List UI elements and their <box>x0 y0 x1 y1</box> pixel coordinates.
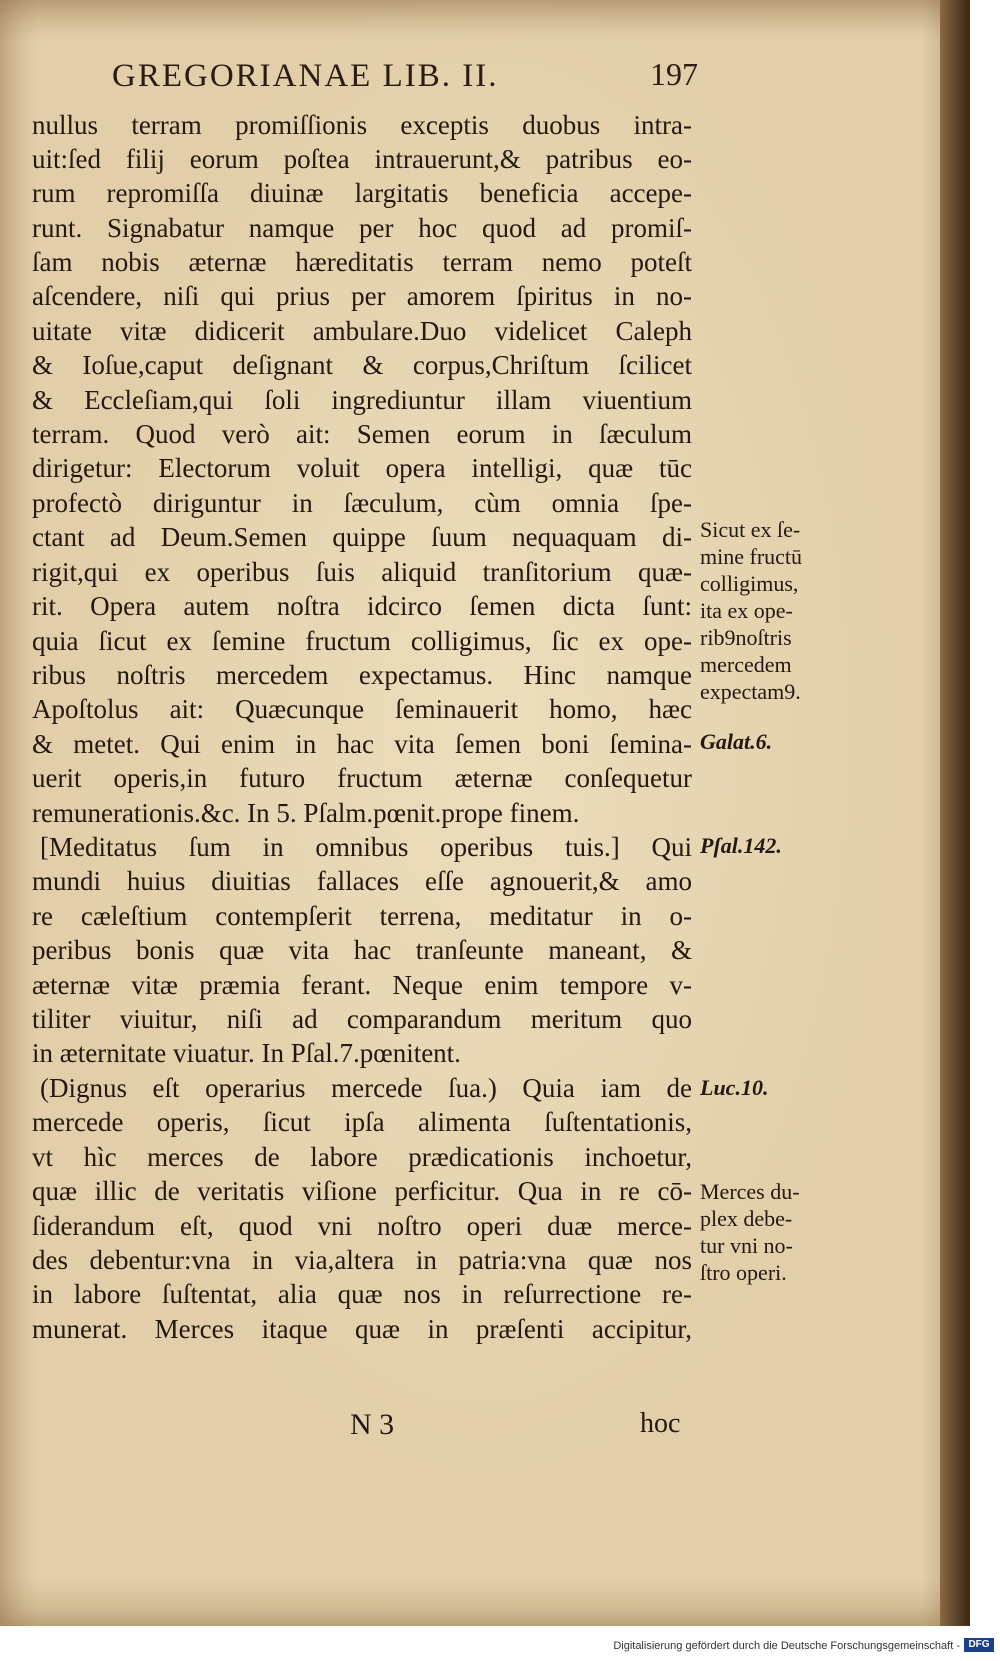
text-line: profectò diriguntur in ſæculum, cùm omnia ſpe- <box>32 488 692 518</box>
text-line: Apoſtolus ait: Quæcunque ſeminauerit homo, hæc <box>32 694 692 724</box>
text-line: ribus noſtris mercedem expectamus. Hinc namque <box>32 660 692 690</box>
text-line: & Eccleſiam,qui ſoli ingrediuntur illam viuentium <box>32 385 692 415</box>
text-line: & Ioſue,caput deſignant & corpus,Chriſtum ſcilicet <box>32 350 692 380</box>
text-line: munerat. Merces itaque quæ in præſenti accipitur, <box>32 1314 692 1344</box>
margin-ref-galat <box>700 728 850 755</box>
dfg-logo: DFG <box>964 1638 994 1652</box>
margin-note-sicut <box>700 516 850 705</box>
note-line: plex debe- <box>700 1206 793 1231</box>
note-ref: Pſal.142. <box>700 833 782 858</box>
running-head <box>0 52 698 102</box>
margin-note-merces <box>700 1178 850 1286</box>
text-line: aſcendere, niſi qui prius per amorem ſpiritus in no- <box>32 281 692 311</box>
text-line: nullus terram promiſſionis exceptis duobus intra- <box>32 110 692 140</box>
text-line: mercede operis, ſicut ipſa alimenta ſuſtentationis, <box>32 1107 692 1137</box>
text-line: ſam nobis æternæ hæreditatis terram nemo poteſt <box>32 247 692 277</box>
note-line: rib9noſtris <box>700 625 792 650</box>
text-line: des debentur:vna in via,altera in patria:vna quæ nos <box>32 1245 692 1275</box>
note-line: tur vni no- <box>700 1233 793 1258</box>
note-ref: Luc.10. <box>700 1075 769 1100</box>
signature-mark: N 3 <box>350 1408 395 1441</box>
page-number: 197 <box>650 56 698 92</box>
margin-ref-luc <box>700 1074 850 1101</box>
running-head-title: GREGORIANAE LIB. II. <box>112 58 499 94</box>
text-line: æternæ vitæ præmia ferant. Neque enim tempore v- <box>32 970 692 1000</box>
text-line: uerit operis,in futuro fructum æternæ conſequetur <box>32 763 692 793</box>
text-line: terram. Quod verò ait: Semen eorum in ſæculum <box>32 419 692 449</box>
note-line: Merces du- <box>700 1179 800 1204</box>
text-line: rigit,qui ex operibus ſuis aliquid tranſitorium quæ- <box>32 557 692 587</box>
text-line: vt hìc merces de labore prædicationis inchoetur, <box>32 1142 692 1172</box>
note-line: colligimus, <box>700 571 799 596</box>
text-line: re cæleſtium contempſerit terrena, meditatur in o- <box>32 901 692 931</box>
note-line: expectam9. <box>700 679 801 704</box>
page-edge <box>940 0 970 1626</box>
text-line: uitate vitæ didicerit ambulare.Duo videlicet Caleph <box>32 316 692 346</box>
text-line: ctant ad Deum.Semen quippe ſuum nequaquam di- <box>32 522 692 552</box>
funding-credit: Digitalisierung gefördert durch die Deutsche Forschungsgemeinschaft - <box>613 1640 960 1652</box>
text-line: in labore ſuſtentat, alia quæ nos in reſurrectione re- <box>32 1279 692 1309</box>
text-line: ſiderandum eſt, quod vni noſtro operi duæ merce- <box>32 1211 692 1241</box>
text-line: rit. Opera autem noſtra idcirco ſemen dicta ſunt: <box>32 591 692 621</box>
note-line: mercedem <box>700 652 792 677</box>
text-line: peribus bonis quæ vita hac tranſeunte maneant, & <box>32 935 692 965</box>
text-line: mundi huius diuitias fallaces eſſe agnouerit,& amo <box>32 866 692 896</box>
text-line: tiliter viuitur, niſi ad comparandum meritum quo <box>32 1004 692 1034</box>
margin-ref-psal <box>700 832 850 859</box>
text-line: (Dignus eſt operarius mercede ſua.) Quia iam de <box>40 1073 692 1103</box>
footer-bar <box>0 1630 1000 1661</box>
text-line: remunerationis.&c. In 5. Pſalm.pœnit.prope finem. <box>32 798 580 828</box>
text-line: runt. Signabatur namque per hoc quod ad promiſ- <box>32 213 692 243</box>
note-line: ſtro operi. <box>700 1260 787 1285</box>
note-ref: Galat.6. <box>700 729 773 754</box>
catchword: hoc <box>640 1408 681 1439</box>
text-line: quæ illic de veritatis viſione perficitur. Qua in re cō- <box>32 1176 692 1206</box>
note-line: Sicut ex ſe- <box>700 517 801 542</box>
text-line: & metet. Qui enim in hac vita ſemen boni ſemina- <box>32 729 692 759</box>
text-line: [Meditatus ſum in omnibus operibus tuis.] Qui <box>40 832 692 862</box>
text-line: in æternitate viuatur. In Pſal.7.pœnitent. <box>32 1038 461 1068</box>
note-line: ita ex ope- <box>700 598 793 623</box>
text-line: uit:ſed filij eorum poſtea intrauerunt,& patribus eo- <box>32 144 692 174</box>
text-line: rum repromiſſa diuinæ largitatis beneficia accepe- <box>32 178 692 208</box>
note-line: mine fructū <box>700 544 803 569</box>
text-line: dirigetur: Electorum voluit opera intelligi, quæ tūc <box>32 453 692 483</box>
text-line: quia ſicut ex ſemine fructum colligimus, ſic ex ope- <box>32 626 692 656</box>
